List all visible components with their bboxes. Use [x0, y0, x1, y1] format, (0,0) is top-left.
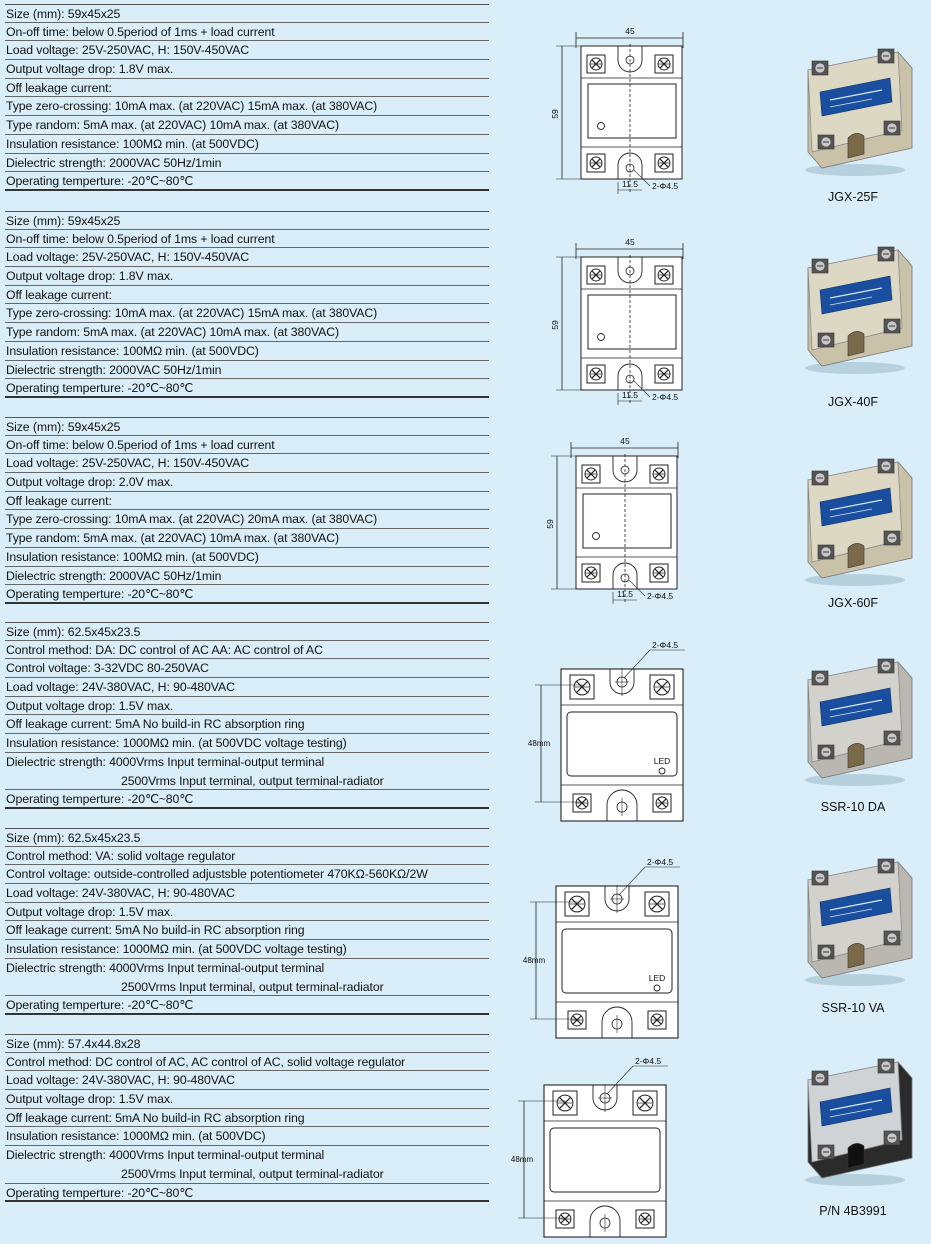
hole-dimension: 2-Φ4.5 — [652, 392, 679, 402]
spec-row: 2500Vrms Input terminal, output terminal-radiator — [5, 978, 489, 997]
spec-row: Output voltage drop: 1.5V max. — [5, 903, 489, 922]
spec-row: Type random: 5mA max. (at 220VAC) 10mA max. (at 380VAC) — [5, 323, 489, 342]
product-photo — [790, 440, 920, 590]
height-dimension: 48mm — [510, 1155, 534, 1164]
product-section — [0, 622, 931, 827]
spec-row: Operating temperture: -20℃~80℃ — [5, 585, 489, 604]
spec-row: Control method: DC control of AC, AC control of AC, solid voltage regulator — [5, 1053, 489, 1072]
spec-row: On-off time: below 0.5period of 1ms + load current — [5, 436, 489, 455]
spec-row: Dielectric strength: 2000VAC 50Hz/1min — [5, 361, 489, 380]
model-caption: JGX-60F — [827, 596, 878, 610]
spec-row: Output voltage drop: 1.8V max. — [5, 267, 489, 286]
spec-row: Load voltage: 24V-380VAC, H: 90-480VAC — [5, 1071, 489, 1090]
product-image — [790, 840, 920, 990]
spec-row: Load voltage: 25V-250VAC, H: 150V-450VAC — [5, 248, 489, 267]
height-dimension: 48mm — [522, 956, 546, 965]
spec-row: Load voltage: 24V-380VAC, H: 90-480VAC — [5, 884, 489, 903]
spec-row: Control method: VA: solid voltage regulator — [5, 847, 489, 866]
height-dimension: 59 — [550, 320, 560, 330]
spec-row: Insulation resistance: 100MΩ min. (at 500VDC) — [5, 342, 489, 361]
model-caption: P/N 4B3991 — [819, 1204, 887, 1218]
spec-row: Dielectric strength: 2000VAC 50Hz/1min — [5, 154, 489, 173]
width-dimension: 45 — [620, 436, 630, 446]
height-dimension: 59 — [550, 109, 560, 119]
spec-row: Insulation resistance: 1000MΩ min. (at 500VDC voltage testing) — [5, 940, 489, 959]
dimension-diagram — [545, 432, 695, 607]
spec-table — [5, 828, 489, 1015]
model-caption: JGX-25F — [827, 190, 878, 204]
spec-row: Control method: DA: DC control of AC AA: AC control of AC — [5, 641, 489, 660]
product-section — [0, 211, 931, 416]
dimension-drawing — [508, 1054, 693, 1239]
model-caption: SSR-10 DA — [820, 800, 886, 814]
dimension-drawing — [545, 432, 695, 607]
product-image — [790, 30, 920, 180]
hole-dimension: 2-Φ4.5 — [635, 1056, 662, 1066]
product-image — [790, 440, 920, 590]
spec-row: Type zero-crossing: 10mA max. (at 220VAC) 15mA max. (at 380VAC) — [5, 97, 489, 116]
offset-dimension: 11.5 — [622, 179, 638, 189]
product-section — [0, 828, 931, 1033]
spec-row: Control voltage: 3-32VDC 80-250VAC — [5, 659, 489, 678]
spec-row: Control voltage: outside-controlled adjustsble potentiometer 470KΩ-560KΩ/2W — [5, 865, 489, 884]
dimension-drawing — [525, 638, 710, 823]
spec-row: Size (mm): 57.4x44.8x28 — [5, 1034, 489, 1053]
spec-row: Off leakage current: — [5, 286, 489, 305]
product-photo — [790, 1040, 920, 1190]
product-section — [0, 4, 931, 209]
spec-row: Load voltage: 25V-250VAC, H: 150V-450VAC — [5, 454, 489, 473]
dimension-drawing — [550, 22, 700, 197]
model-caption: JGX-40F — [827, 395, 878, 409]
product-image — [790, 228, 920, 378]
spec-row: Operating temperture: -20℃~80℃ — [5, 379, 489, 398]
dimension-diagram — [550, 22, 700, 197]
hole-dimension: 2-Φ4.5 — [647, 591, 674, 601]
spec-row: Type zero-crossing: 10mA max. (at 220VAC) 15mA max. (at 380VAC) — [5, 304, 489, 323]
spec-table — [5, 417, 489, 604]
spec-row: Output voltage drop: 2.0V max. — [5, 473, 489, 492]
spec-row: Dielectric strength: 4000Vrms Input terminal-output terminal — [6, 1148, 325, 1163]
product-section — [0, 1034, 931, 1239]
spec-row: Type random: 5mA max. (at 220VAC) 10mA max. (at 380VAC) — [5, 529, 489, 548]
spec-row: Size (mm): 59x45x25 — [5, 417, 489, 436]
product-section — [0, 417, 931, 622]
hole-dimension: 2-Φ4.5 — [652, 640, 679, 650]
dimension-drawing — [550, 233, 700, 408]
spec-row: On-off time: below 0.5period of 1ms + load current — [5, 230, 489, 249]
dimension-drawing — [520, 855, 705, 1040]
spec-row: 2500Vrms Input terminal, output terminal-radiator — [5, 1165, 489, 1184]
spec-row: Load voltage: 25V-250VAC, H: 150V-450VAC — [5, 41, 489, 60]
height-dimension: 48mm — [527, 739, 551, 748]
height-dimension: 59 — [545, 519, 555, 529]
product-image — [790, 640, 920, 790]
spec-row: Output voltage drop: 1.5V max. — [5, 1090, 489, 1109]
spec-row: Size (mm): 62.5x45x23.5 — [5, 828, 489, 847]
spec-row: Operating temperture: -20℃~80℃ — [5, 172, 489, 191]
dimension-diagram — [550, 233, 700, 408]
dimension-diagram — [525, 638, 710, 823]
spec-row: Output voltage drop: 1.8V max. — [5, 60, 489, 79]
spec-row: Type zero-crossing: 10mA max. (at 220VAC) 20mA max. (at 380VAC) — [5, 510, 489, 529]
model-caption: SSR-10 VA — [821, 1001, 885, 1015]
spec-table — [5, 1034, 489, 1202]
spec-row: Insulation resistance: 100MΩ min. (at 500VDC) — [5, 135, 489, 154]
spec-row: Size (mm): 59x45x25 — [5, 211, 489, 230]
spec-row: Output voltage drop: 1.5V max. — [5, 697, 489, 716]
led-label: LED — [653, 756, 671, 766]
spec-table — [5, 622, 489, 809]
spec-row: 2500Vrms Input terminal, output terminal-radiator — [5, 772, 489, 791]
spec-row: Insulation resistance: 1000MΩ min. (at 500VDC) — [5, 1127, 489, 1146]
offset-dimension: 11.5 — [622, 390, 638, 400]
spec-row: Load voltage: 24V-380VAC, H: 90-480VAC — [5, 678, 489, 697]
product-photo — [790, 228, 920, 378]
led-label: LED — [648, 973, 666, 983]
spec-row: Operating temperture: -20℃~80℃ — [5, 790, 489, 809]
spec-row: Dielectric strength: 2000VAC 50Hz/1min — [5, 567, 489, 586]
width-dimension: 45 — [625, 26, 635, 36]
spec-row: Off leakage current: — [5, 79, 489, 98]
spec-row: On-off time: below 0.5period of 1ms + load current — [5, 23, 489, 42]
product-photo — [790, 640, 920, 790]
spec-row: Size (mm): 62.5x45x23.5 — [5, 622, 489, 641]
product-image — [790, 1040, 920, 1190]
hole-dimension: 2-Φ4.5 — [652, 181, 679, 191]
spec-table — [5, 211, 489, 398]
dimension-diagram — [508, 1054, 693, 1239]
dimension-diagram — [520, 855, 705, 1040]
spec-row: Off leakage current: — [5, 492, 489, 511]
spec-row: Insulation resistance: 100MΩ min. (at 500VDC) — [5, 548, 489, 567]
spec-row: Size (mm): 59x45x25 — [5, 4, 489, 23]
offset-dimension: 11.5 — [617, 589, 633, 599]
spec-row: Type random: 5mA max. (at 220VAC) 10mA max. (at 380VAC) — [5, 116, 489, 135]
spec-row: Operating temperture: -20℃~80℃ — [5, 1184, 489, 1203]
spec-row: Dielectric strength: 4000Vrms Input terminal-output terminal — [6, 960, 325, 975]
width-dimension: 45 — [625, 237, 635, 247]
spec-row: Off leakage current: 5mA No build-in RC absorption ring — [5, 715, 489, 734]
spec-row: Off leakage current: 5mA No build-in RC absorption ring — [5, 1109, 489, 1128]
spec-row: Off leakage current: 5mA No build-in RC absorption ring — [5, 921, 489, 940]
hole-dimension: 2-Φ4.5 — [647, 857, 674, 867]
spec-row: Insulation resistance: 1000MΩ min. (at 500VDC voltage testing) — [5, 734, 489, 753]
product-photo — [790, 840, 920, 990]
product-photo — [790, 30, 920, 180]
spec-table — [5, 4, 489, 191]
spec-row: Dielectric strength: 4000Vrms Input terminal-output terminal — [6, 754, 325, 769]
spec-row: Operating temperture: -20℃~80℃ — [5, 996, 489, 1015]
